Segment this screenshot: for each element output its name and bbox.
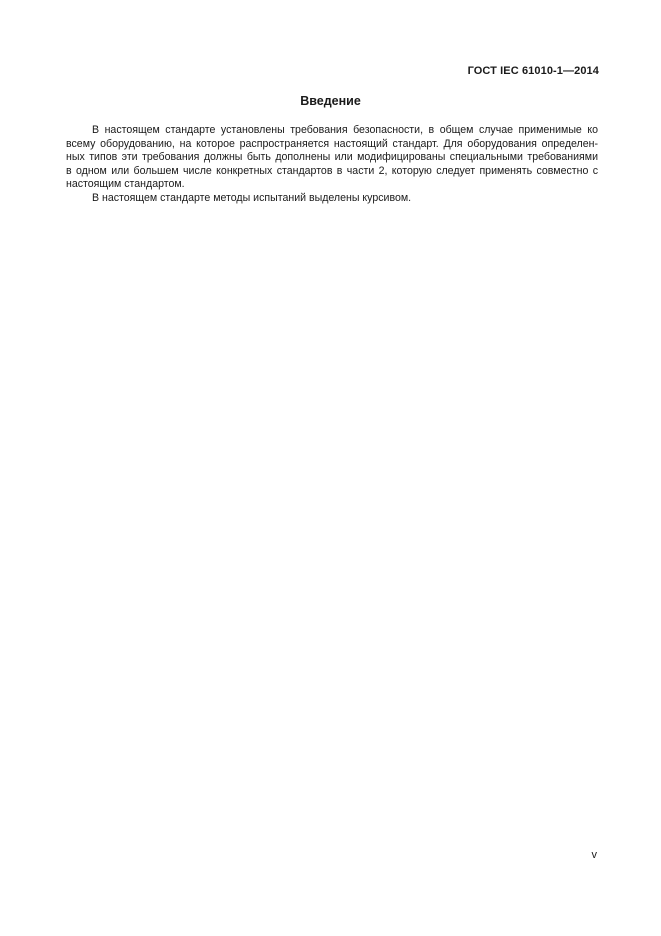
paragraph-line: В настоящем стандарте методы испытаний выделены курсивом. (92, 191, 412, 204)
paragraph-line: В настоящем стандарте установлены требования безопасности, в общем случае применимые ко (92, 124, 598, 136)
page-number: v (591, 849, 597, 861)
paragraph-line: настоящим стандартом. (66, 178, 185, 191)
paragraph-line: всему оборудованию, на которое распространяется настоящий стандарт. Для оборудования определен- (66, 137, 598, 150)
paragraph-line: в одном или большем числе конкретных стандартов в части 2, которую следует применять совместно с (66, 164, 598, 177)
paragraph-2 (66, 192, 598, 206)
document-code-header: ГОСТ IEC 61010-1—2014 (467, 65, 599, 77)
paragraph-1 (66, 124, 598, 192)
paragraph-line: ных типов эти требования должны быть дополнены или модифицированы специальными требованиями (66, 151, 598, 164)
section-title: Введение (300, 94, 361, 108)
body-text (66, 124, 598, 206)
